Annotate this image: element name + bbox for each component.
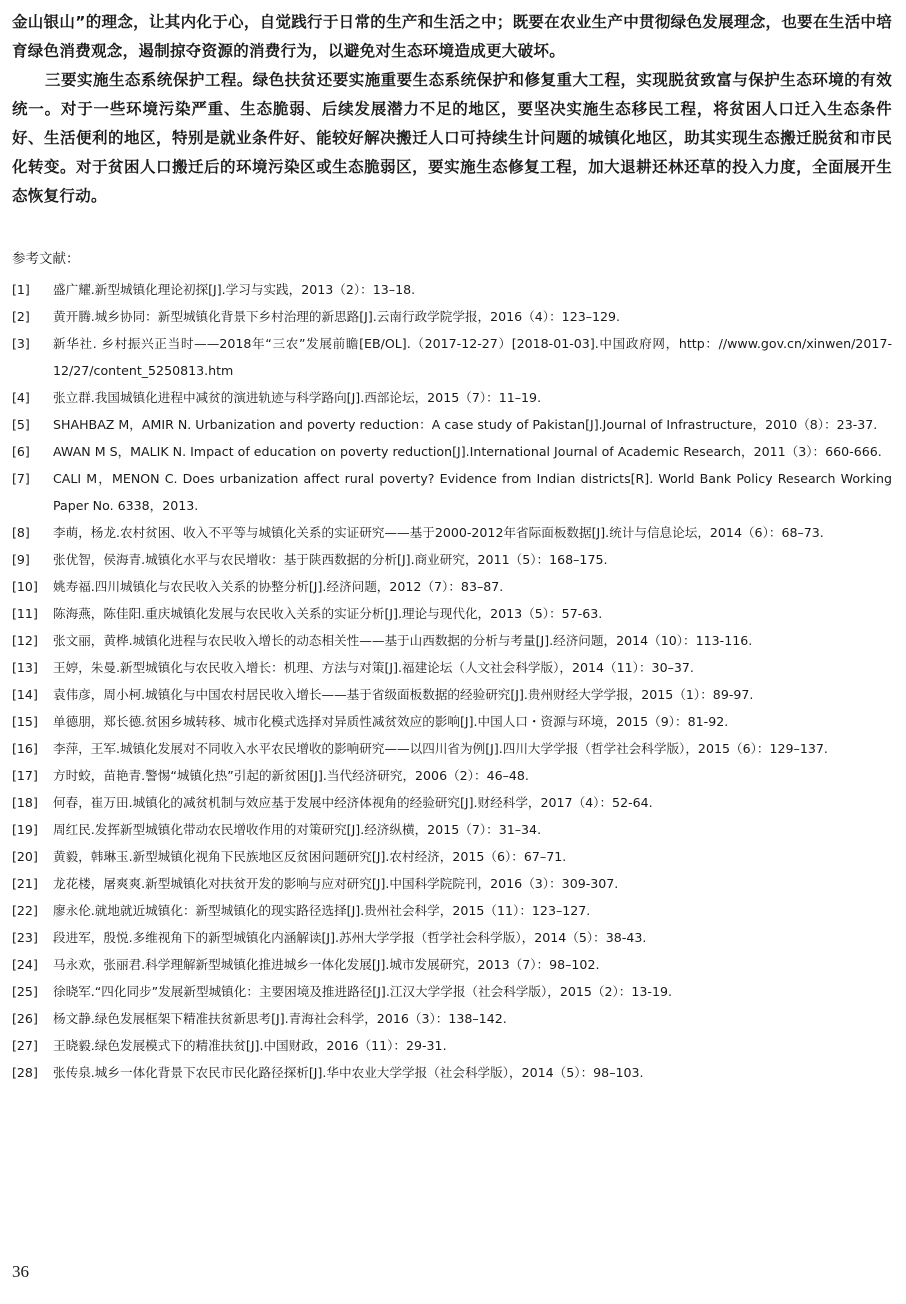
references-list xyxy=(12,276,892,1086)
reference-number: [10] xyxy=(12,579,38,594)
reference-item xyxy=(12,303,892,330)
reference-number: [2] xyxy=(12,309,30,324)
reference-text: 廖永伦.就地就近城镇化：新型城镇化的现实路径选择[J].贵州社会科学，2015（11）：123–127. xyxy=(53,903,591,918)
reference-number: [19] xyxy=(12,822,38,837)
reference-number: [24] xyxy=(12,957,38,972)
reference-item xyxy=(12,330,892,384)
reference-text: 袁伟彦，周小柯.城镇化与中国农村居民收入增长——基于省级面板数据的经验研究[J].贵州财经大学学报，2015（1）：89-97. xyxy=(53,687,754,702)
reference-item xyxy=(12,519,892,546)
reference-item xyxy=(12,870,892,897)
reference-text: 徐晓军.“四化同步”发展新型城镇化：主要困境及推进路径[J].江汉大学学报（社会科学版），2015（2）：13-19. xyxy=(53,984,672,999)
reference-text: 杨文静.绿色发展框架下精准扶贫新思考[J].青海社会科学，2016（3）：138–142. xyxy=(53,1011,507,1026)
paragraph: 三要实施生态系统保护工程。绿色扶贫还要实施重要生态系统保护和修复重大工程，实现脱贫致富与保护生态环境的有效统一。对于一些环境污染严重、生态脆弱、后续发展潜力不足的地区，要坚决实施生态移民工程，将贫困人口迁入生态条件好、生活便利的地区，特别是就业条件好、能较好解决搬迁人口可持续生计问题的城镇化地区，助其实现生态搬迁脱贫和市民化转变。对于贫困人口搬迁后的环境污染区或生态脆弱区，要实施生态修复工程，加大退耕还林还草的投入力度，全面展开生态恢复行动。 xyxy=(12,71,892,205)
reference-item xyxy=(12,276,892,303)
reference-item xyxy=(12,654,892,681)
reference-number: [17] xyxy=(12,768,38,783)
reference-text: SHAHBAZ M，AMIR N. Urbanization and poverty reduction：A case study of Pakistan[J].Journal of Infrastructure，2010（8）：23-37. xyxy=(53,417,878,432)
reference-item xyxy=(12,708,892,735)
reference-text: 黄开腾.城乡协同：新型城镇化背景下乡村治理的新思路[J].云南行政学院学报，2016（4）：123–129. xyxy=(53,309,621,324)
reference-item xyxy=(12,627,892,654)
reference-text: 张文丽，黄桦.城镇化进程与农民收入增长的动态相关性——基于山西数据的分析与考量[J].经济问题，2014（10）：113-116. xyxy=(53,633,753,648)
reference-number: [22] xyxy=(12,903,38,918)
reference-item xyxy=(12,411,892,438)
reference-number: [15] xyxy=(12,714,38,729)
reference-item xyxy=(12,384,892,411)
reference-item xyxy=(12,681,892,708)
reference-number: [20] xyxy=(12,849,38,864)
reference-item xyxy=(12,735,892,762)
reference-number: [12] xyxy=(12,633,38,648)
reference-item xyxy=(12,816,892,843)
reference-number: [27] xyxy=(12,1038,38,1053)
reference-text: 何春，崔万田.城镇化的减贫机制与效应基于发展中经济体视角的经验研究[J].财经科学，2017（4）：52-64. xyxy=(53,795,653,810)
reference-number: [23] xyxy=(12,930,38,945)
reference-item xyxy=(12,1059,892,1086)
reference-text: AWAN M S，MALIK N. Impact of education on poverty reduction[J].International Journal of Academic Research，2011（3）：660-666. xyxy=(53,444,882,459)
reference-text: 龙花楼，屠爽爽.新型城镇化对扶贫开发的影响与应对研究[J].中国科学院院刊，2016（3）：309-307. xyxy=(53,876,619,891)
reference-item xyxy=(12,438,892,465)
reference-item xyxy=(12,978,892,1005)
reference-item xyxy=(12,789,892,816)
reference-item xyxy=(12,1005,892,1032)
reference-item xyxy=(12,924,892,951)
reference-number: [8] xyxy=(12,525,30,540)
reference-text: 段进军，殷悦.多维视角下的新型城镇化内涵解读[J].苏州大学学报（哲学社会科学版），2014（5）：38-43. xyxy=(53,930,647,945)
reference-text: 张优智，侯海青.城镇化水平与农民增收：基于陕西数据的分析[J].商业研究，2011（5）：168–175. xyxy=(53,552,608,567)
reference-text: 王晓毅.绿色发展模式下的精准扶贫[J].中国财政，2016（11）：29-31. xyxy=(53,1038,447,1053)
reference-text: 王婷，朱曼.新型城镇化与农民收入增长：机理、方法与对策[J].福建论坛（人文社会科学版），2014（11）：30–37. xyxy=(53,660,694,675)
reference-number: [28] xyxy=(12,1065,38,1080)
reference-item xyxy=(12,546,892,573)
reference-text: 周红民.发挥新型城镇化带动农民增收作用的对策研究[J].经济纵横，2015（7）：31–34. xyxy=(53,822,542,837)
reference-text: 李萍，王军.城镇化发展对不同收入水平农民增收的影响研究——以四川省为例[J].四川大学学报（哲学社会科学版），2015（6）：129–137. xyxy=(53,741,828,756)
reference-text: 新华社. 乡村振兴正当时——2018年“三农”发展前瞻[EB/OL].（2017-12-27）[2018-01-03].中国政府网，http：//www.gov.cn/xinwen/2017-12/27/content_5250813.htm xyxy=(53,336,892,378)
reference-text: 马永欢，张丽君.科学理解新型城镇化推进城乡一体化发展[J].城市发展研究，2013（7）：98–102. xyxy=(53,957,600,972)
page-number: 36 xyxy=(12,1262,29,1281)
reference-number: [3] xyxy=(12,336,30,351)
reference-number: [11] xyxy=(12,606,38,621)
reference-item xyxy=(12,897,892,924)
reference-item xyxy=(12,951,892,978)
reference-item xyxy=(12,1032,892,1059)
reference-number: [9] xyxy=(12,552,30,567)
reference-text: 张立群.我国城镇化进程中减贫的演进轨迹与科学路向[J].西部论坛，2015（7）：11–19. xyxy=(53,390,542,405)
references-heading: 参考文献： xyxy=(12,251,80,267)
reference-text: 陈海燕，陈佳阳.重庆城镇化发展与农民收入关系的实证分析[J].理论与现代化，2013（5）：57-63. xyxy=(53,606,603,621)
body-text xyxy=(12,8,892,211)
reference-number: [6] xyxy=(12,444,30,459)
reference-text: 单德朋，郑长德.贫困乡城转移、城市化模式选择对异质性减贫效应的影响[J].中国人口・资源与环境，2015（9）：81-92. xyxy=(53,714,729,729)
reference-number: [7] xyxy=(12,471,30,486)
reference-number: [18] xyxy=(12,795,38,810)
reference-number: [25] xyxy=(12,984,38,999)
reference-item xyxy=(12,600,892,627)
reference-text: 黄毅，韩琳玉.新型城镇化视角下民族地区反贫困问题研究[J].农村经济，2015（6）：67–71. xyxy=(53,849,567,864)
reference-text: 姚寿福.四川城镇化与农民收入关系的协整分析[J].经济问题，2012（7）：83–87. xyxy=(53,579,504,594)
reference-item xyxy=(12,762,892,789)
reference-number: [26] xyxy=(12,1011,38,1026)
reference-number: [13] xyxy=(12,660,38,675)
reference-number: [5] xyxy=(12,417,30,432)
paragraph: 金山银山”的理念，让其内化于心，自觉践行于日常的生产和生活之中；既要在农业生产中贯彻绿色发展理念，也要在生活中培育绿色消费观念，遏制掠夺资源的消费行为，以避免对生态环境造成更大破坏。 xyxy=(12,13,892,60)
reference-text: CALI M，MENON C. Does urbanization affect rural poverty? Evidence from Indian districts[R]. World Bank Policy Research Working Paper No. 6338，2013. xyxy=(53,471,892,513)
reference-text: 盛广耀.新型城镇化理论初探[J].学习与实践，2013（2）：13–18. xyxy=(53,282,416,297)
reference-number: [4] xyxy=(12,390,30,405)
reference-item xyxy=(12,573,892,600)
reference-text: 方时蛟，苗艳青.警惕“城镇化热”引起的新贫困[J].当代经济研究，2006（2）：46–48. xyxy=(53,768,529,783)
reference-number: [14] xyxy=(12,687,38,702)
reference-text: 李萌，杨龙.农村贫困、收入不平等与城镇化关系的实证研究——基于2000-2012年省际面板数据[J].统计与信息论坛，2014（6）：68–73. xyxy=(53,525,824,540)
reference-number: [16] xyxy=(12,741,38,756)
reference-number: [21] xyxy=(12,876,38,891)
reference-number: [1] xyxy=(12,282,30,297)
reference-item xyxy=(12,843,892,870)
reference-item xyxy=(12,465,892,519)
reference-text: 张传泉.城乡一体化背景下农民市民化路径探析[J].华中农业大学学报（社会科学版），2014（5）：98–103. xyxy=(53,1065,644,1080)
